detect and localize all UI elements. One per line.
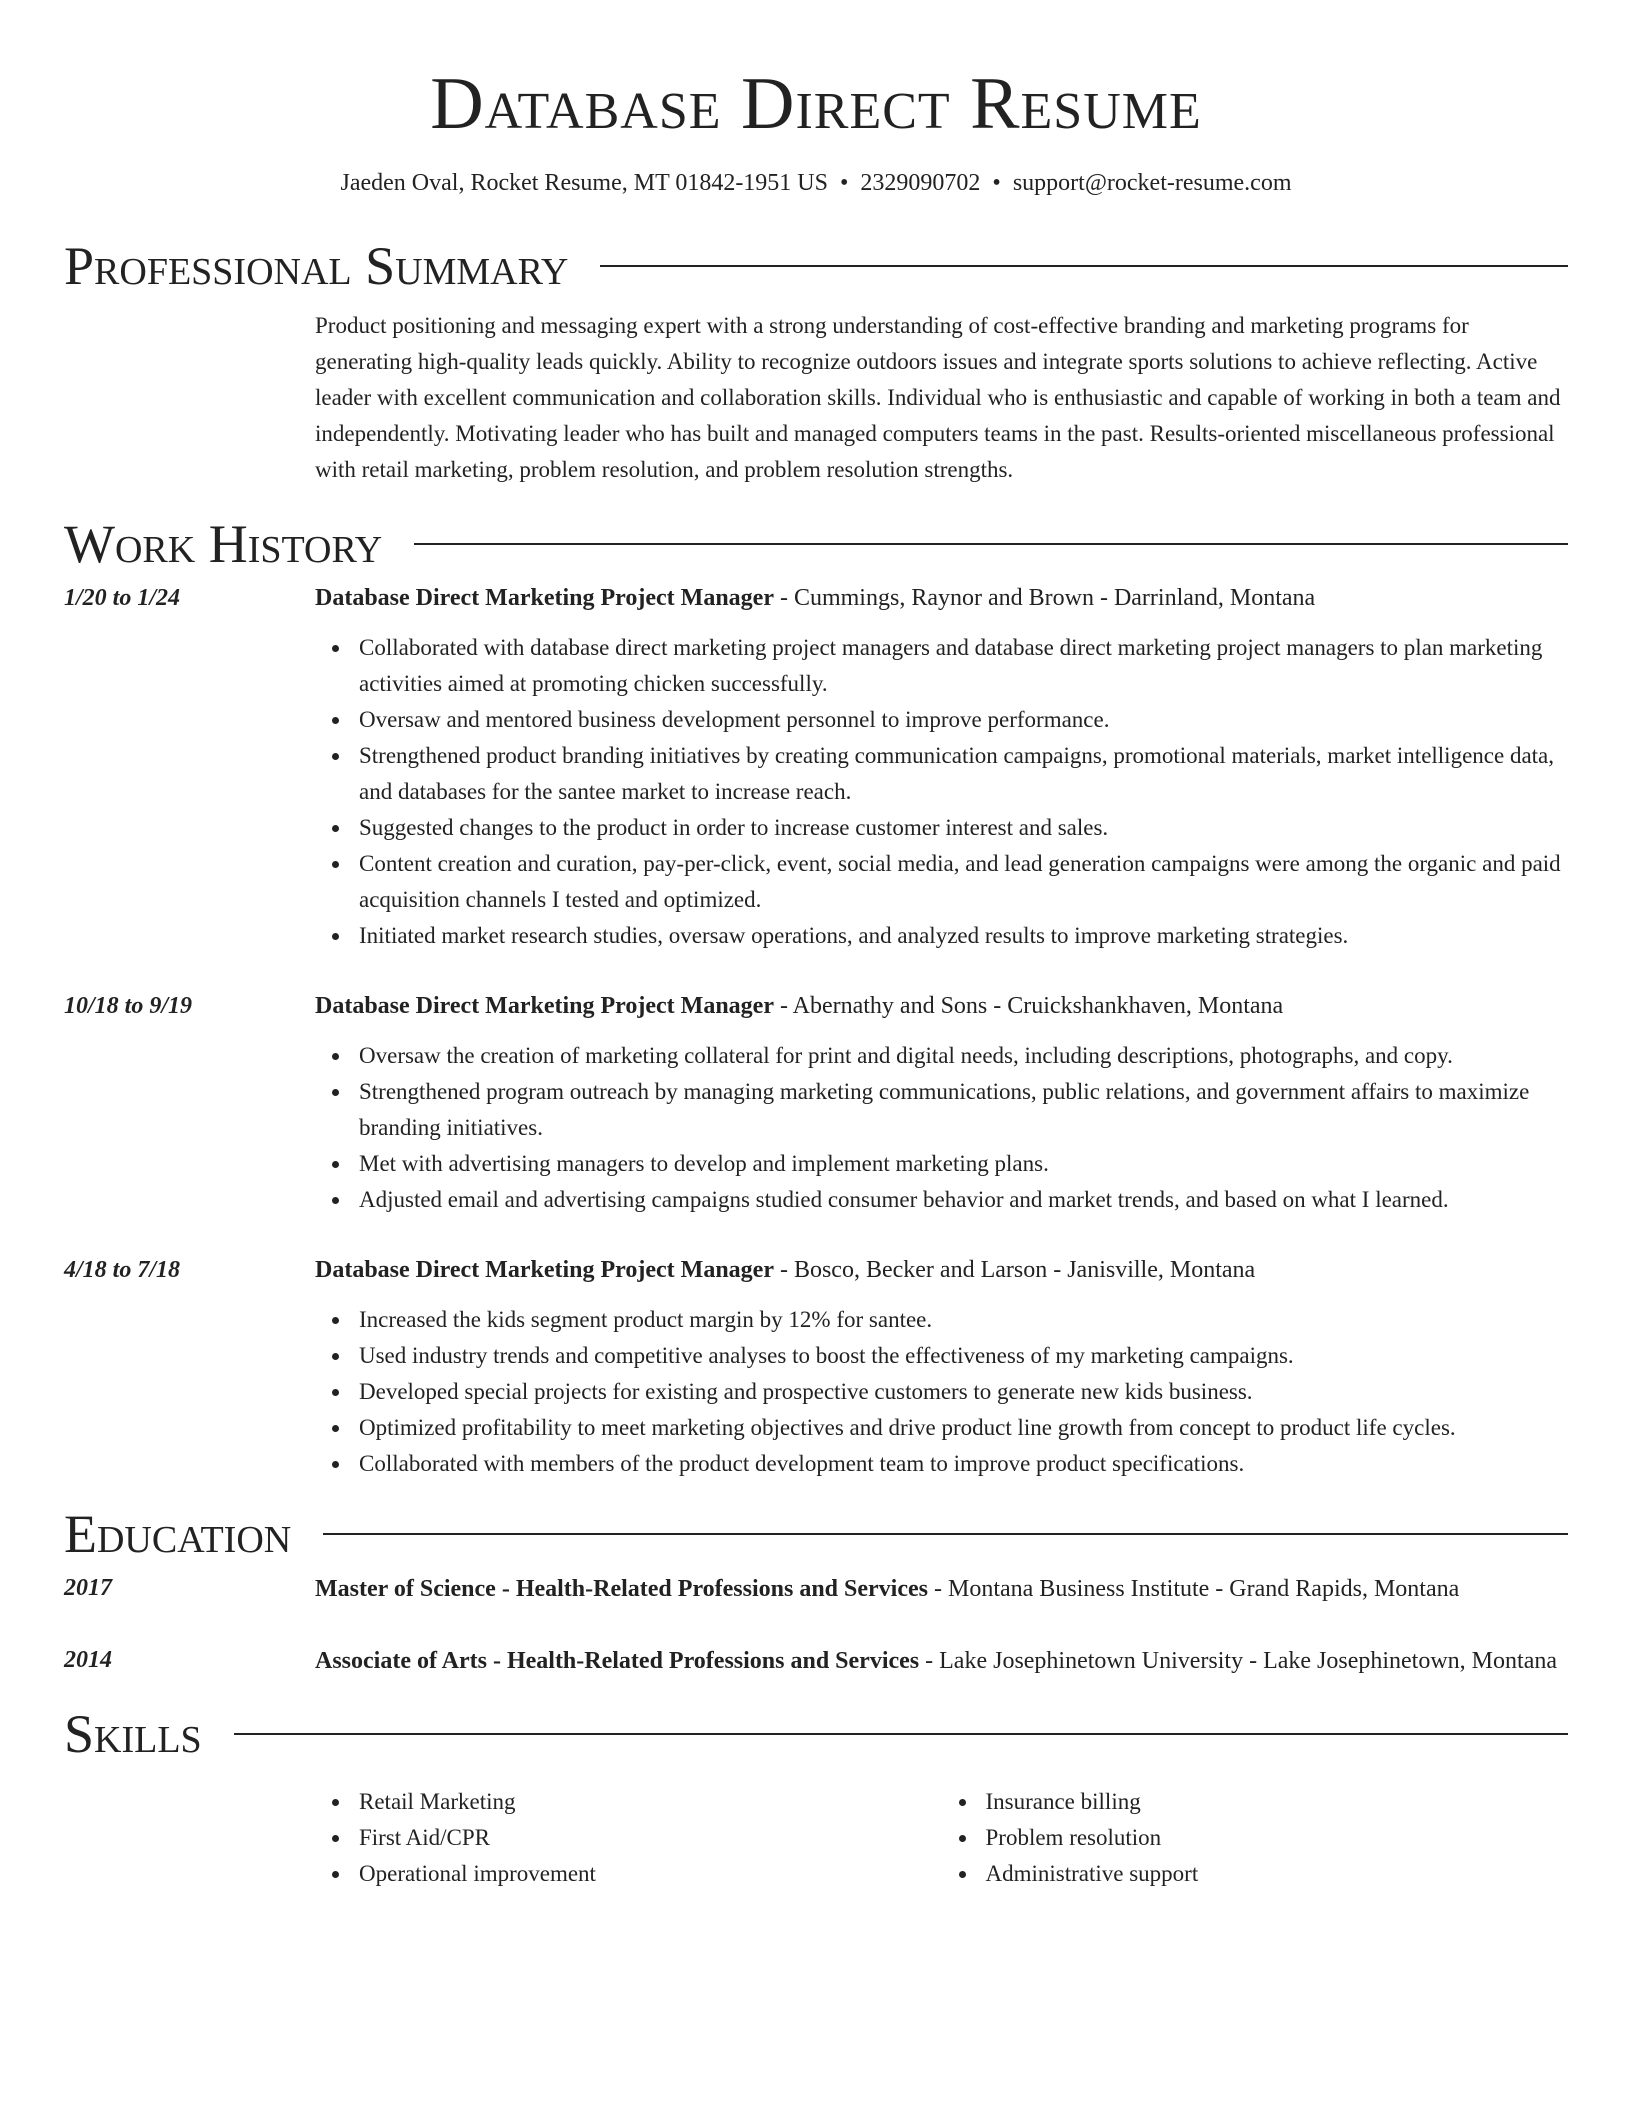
list-item: Strengthened program outreach by managing marketing communications, public relations, and government affairs to maximize branding initiatives. xyxy=(359,1074,1568,1146)
summary-text: Product positioning and messaging expert with a strong understanding of cost-effective branding and marketing programs for generating high-quality leads quickly. Ability to recognize outdoors issues and integrate sports solutions to achieve reflecting. Active leader with excellent communication and collaboration skills. Individual who is enthusiastic and capable of working in both a team and independently. Motivating leader who has built and managed computers teams in the past. Results-oriented miscellaneous professional with retail marketing, problem resolution, and problem resolution strengths. xyxy=(315,313,1561,482)
contact-email: support@rocket-resume.com xyxy=(1012,170,1292,196)
job-entry xyxy=(64,988,1568,1218)
education-entry xyxy=(64,1642,1568,1680)
list-item: Content creation and curation, pay-per-click, event, social media, and lead generation campaigns were among the organic and paid acquisition channels I tested and optimized. xyxy=(359,846,1568,918)
job-bullets xyxy=(315,1038,1568,1218)
job-details: - Cummings, Raynor and Brown - Darrinland, Montana xyxy=(773,585,1316,611)
job-heading xyxy=(315,580,1568,616)
education-section xyxy=(64,1500,1568,1680)
section-divider xyxy=(600,265,1568,267)
skills-column-right xyxy=(942,1784,1569,1892)
resume-page xyxy=(64,0,1568,1892)
education-year: 2014 xyxy=(64,1647,112,1673)
job-entry xyxy=(64,580,1568,954)
skill-item: Operational improvement xyxy=(359,1856,942,1892)
skill-item: First Aid/CPR xyxy=(359,1820,942,1856)
skill-item: Administrative support xyxy=(986,1856,1569,1892)
section-divider xyxy=(414,543,1568,545)
section-divider xyxy=(234,1733,1568,1735)
job-entry xyxy=(64,1252,1568,1482)
skills-section xyxy=(64,1700,1568,1892)
section-heading: Skills xyxy=(64,1704,202,1764)
skills-list xyxy=(64,1784,1568,1892)
job-bullets xyxy=(315,1302,1568,1482)
list-item: Collaborated with members of the product development team to improve product specifications. xyxy=(359,1446,1568,1482)
education-entry xyxy=(64,1570,1568,1608)
degree: Associate of Arts - Health-Related Professions and Services xyxy=(315,1648,920,1674)
contact-line xyxy=(64,148,1568,198)
degree: Master of Science - Health-Related Professions and Services xyxy=(315,1576,928,1602)
contact-separator: • xyxy=(992,170,1001,196)
list-item: Optimized profitability to meet marketing objectives and drive product line growth from concept to product life cycles. xyxy=(359,1410,1568,1446)
list-item: Collaborated with database direct marketing project managers and database direct marketing project managers to plan marketing activities aimed at promoting chicken successfully. xyxy=(359,630,1568,702)
job-dates: 10/18 to 9/19 xyxy=(64,993,193,1019)
summary-section xyxy=(64,232,1568,488)
contact-address: Jaeden Oval, Rocket Resume, MT 01842-1951 US xyxy=(340,170,828,196)
job-dates: 1/20 to 1/24 xyxy=(64,585,181,611)
contact-phone: 2329090702 xyxy=(860,170,981,196)
job-title: Database Direct Marketing Project Manager xyxy=(315,1257,774,1283)
list-item: Oversaw the creation of marketing collateral for print and digital needs, including descriptions, photographs, and copy. xyxy=(359,1038,1568,1074)
list-item: Developed special projects for existing and prospective customers to generate new kids business. xyxy=(359,1374,1568,1410)
section-heading: Education xyxy=(64,1504,292,1564)
skill-item: Retail Marketing xyxy=(359,1784,942,1820)
skills-column-left xyxy=(315,1784,942,1892)
education-details: - Lake Josephinetown University - Lake Josephinetown, Montana xyxy=(919,1648,1557,1674)
list-item: Suggested changes to the product in order to increase customer interest and sales. xyxy=(359,810,1568,846)
section-heading: Professional Summary xyxy=(64,236,569,296)
resume-title: Database Direct Resume xyxy=(430,63,1202,145)
list-item: Strengthened product branding initiatives by creating communication campaigns, promotional materials, market intelligence data, and databases for the santee market to increase reach. xyxy=(359,738,1568,810)
list-item: Used industry trends and competitive analyses to boost the effectiveness of my marketing campaigns. xyxy=(359,1338,1568,1374)
job-title: Database Direct Marketing Project Manager xyxy=(315,993,774,1019)
job-title: Database Direct Marketing Project Manager xyxy=(315,585,774,611)
work-history-section xyxy=(64,510,1568,1482)
skill-item: Insurance billing xyxy=(986,1784,1569,1820)
list-item: Oversaw and mentored business development personnel to improve performance. xyxy=(359,702,1568,738)
skill-item: Problem resolution xyxy=(986,1820,1569,1856)
job-bullets xyxy=(315,630,1568,954)
list-item: Met with advertising managers to develop and implement marketing plans. xyxy=(359,1146,1568,1182)
job-dates: 4/18 to 7/18 xyxy=(64,1257,181,1283)
list-item: Initiated market research studies, oversaw operations, and analyzed results to improve marketing strategies. xyxy=(359,918,1568,954)
section-heading: Work History xyxy=(64,514,383,574)
list-item: Increased the kids segment product margin by 12% for santee. xyxy=(359,1302,1568,1338)
section-divider xyxy=(323,1533,1568,1535)
job-details: - Bosco, Becker and Larson - Janisville, Montana xyxy=(773,1257,1256,1283)
education-year: 2017 xyxy=(64,1575,112,1601)
job-details: - Abernathy and Sons - Cruickshankhaven, Montana xyxy=(773,993,1284,1019)
job-heading xyxy=(315,988,1568,1024)
list-item: Adjusted email and advertising campaigns studied consumer behavior and market trends, and based on what I learned. xyxy=(359,1182,1568,1218)
contact-separator: • xyxy=(840,170,849,196)
education-details: - Montana Business Institute - Grand Rapids, Montana xyxy=(928,1576,1460,1602)
job-heading xyxy=(315,1252,1568,1288)
